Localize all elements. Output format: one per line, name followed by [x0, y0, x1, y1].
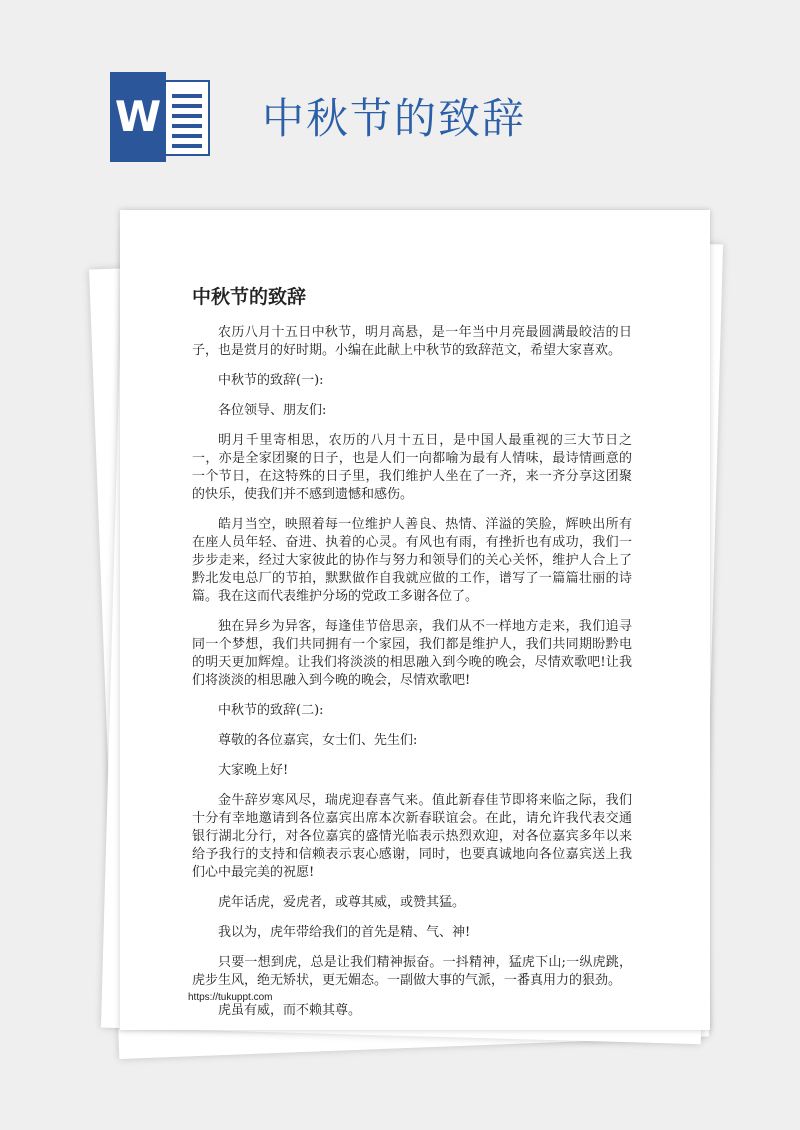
greeting: 大家晚上好! — [218, 763, 289, 778]
section-heading-two: 中秋节的致辞(二): — [218, 703, 324, 718]
salutation-two: 尊敬的各位嘉宾，女士们、先生们: — [218, 733, 418, 748]
paragraph: 独在异乡为异客，每逢佳节倍思亲，我们从不一样地方走来，我们追寻同一个梦想，我们共同拥有一个家园，我们都是维护人，我们共同期盼黔电的明天更加辉煌。让我们将淡淡的相思融入到今晚的晚会，尽情欢歌吧!让我们将淡淡的相思融入到今晚的晚会，尽情欢歌吧! — [192, 619, 632, 688]
banner-title: 中秋节的致辞 — [262, 94, 527, 143]
paragraph-intro: 农历八月十五日中秋节，明月高悬，是一年当中月亮最圆满最皎洁的日子，也是赏月的好时期。小编在此献上中秋节的致辞范文，希望大家喜欢。 — [192, 325, 632, 358]
paragraph: 虎年话虎，爱虎者，或尊其威，或赞其猛。 — [218, 895, 466, 910]
word-document-icon — [110, 72, 214, 162]
paragraph: 虎虽有威，而不赖其尊。 — [218, 1003, 362, 1018]
banner-header — [0, 0, 800, 200]
document-page — [120, 210, 710, 1030]
paragraph: 只要一想到虎，总是让我们精神振奋。一抖精神，猛虎下山;一纵虎跳，虎步生风，绝无矫状，更无媚态。一副做大事的气派，一番真用力的狠劲。 — [192, 955, 632, 988]
section-heading-one: 中秋节的致辞(一): — [218, 373, 324, 388]
document-body — [192, 324, 632, 1032]
word-letter-icon: W — [110, 72, 166, 162]
salutation-one: 各位领导、朋友们: — [218, 403, 327, 418]
paragraph: 皓月当空，映照着每一位维护人善良、热情、洋溢的笑脸，辉映出所有在座人员年轻、奋进、执着的心灵。有风也有雨，有挫折也有成功，我们一步步走来，经过大家彼此的协作与努力和领导们的关心关怀，维护人合上了黔北发电总厂的节拍，默默做作自我就应做的工作，谱写了一篇篇壮丽的诗篇。我在这而代表维护分场的党政工多谢各位了。 — [192, 517, 632, 604]
footer-url[interactable]: https://tukuppt.com — [188, 992, 273, 1003]
paragraph: 金牛辞岁寒风尽，瑞虎迎春喜气来。值此新春佳节即将来临之际，我们十分有幸地邀请到各位嘉宾出席本次新春联谊会。在此，请允许我代表交通银行湖北分行，对各位嘉宾的盛情光临表示热烈欢迎，对各位嘉宾多年以来给予我行的支持和信赖表示衷心感谢，同时，也要真诚地向各位嘉宾送上我们心中最完美的祝愿! — [192, 793, 632, 880]
paragraph: 明月千里寄相思，农历的八月十五日，是中国人最重视的三大节日之一，亦是全家团聚的日子，也是人们一向都喻为最有人情味，最诗情画意的一个节日，在这特殊的日子里，我们维护人坐在了一齐，来一齐分享这团聚的快乐，使我们并不感到遗憾和感伤。 — [192, 433, 632, 502]
paragraph: 我以为，虎年带给我们的首先是精、气、神! — [218, 925, 471, 940]
document-title: 中秋节的致辞 — [192, 286, 307, 308]
